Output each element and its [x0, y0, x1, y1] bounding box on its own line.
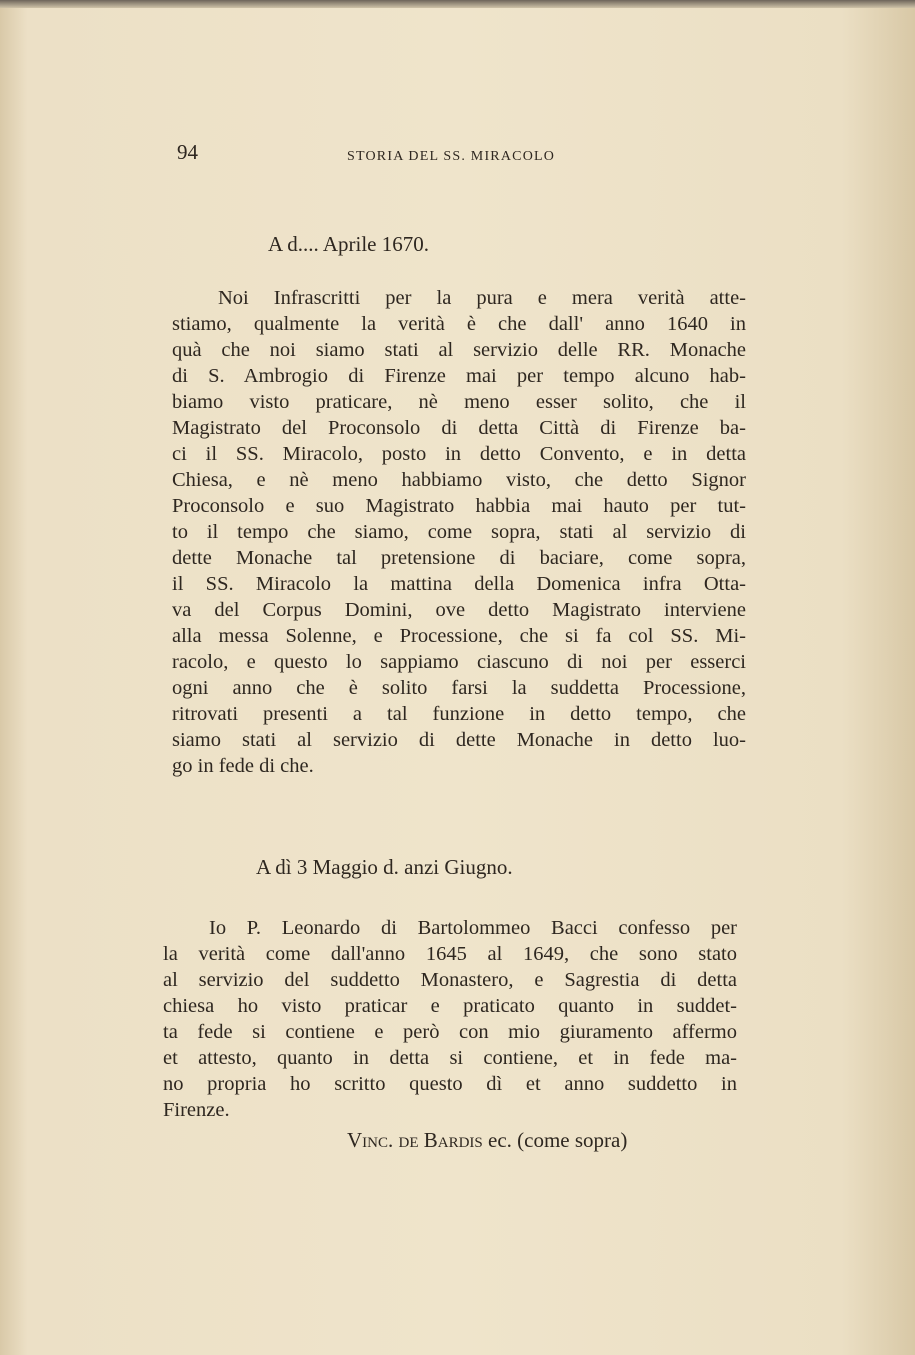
text-line: chiesa ho visto praticar e praticato quanto in suddet- — [163, 995, 737, 1017]
section1-body — [172, 285, 746, 779]
text-line: Firenze. — [163, 1099, 230, 1121]
text-line: Noi Infrascritti per la pura e mera verità atte- — [218, 287, 746, 309]
page-top-edge — [0, 0, 915, 8]
section2-body — [163, 915, 737, 1123]
text-line: biamo visto praticare, nè meno esser solito, che il — [172, 391, 746, 413]
text-line: Magistrato del Proconsolo di detta Città di Firenze ba- — [172, 417, 746, 439]
text-line: al servizio del suddetto Monastero, e Sagrestia di detta — [163, 969, 737, 991]
text-line: il SS. Miracolo la mattina della Domenica infra Otta- — [172, 573, 746, 595]
text-line: et attesto, quanto in detta si contiene, et in fede ma- — [163, 1047, 737, 1069]
text-line: ci il SS. Miracolo, posto in detto Convento, e in detta — [172, 443, 746, 465]
section2-heading: A dì 3 Maggio d. anzi Giugno. — [256, 855, 513, 879]
text-line: va del Corpus Domini, ove detto Magistrato interviene — [172, 599, 746, 621]
text-line: Chiesa, e nè meno habbiamo visto, che detto Signor — [172, 469, 746, 491]
signature — [347, 1128, 627, 1153]
text-line: siamo stati al servizio di dette Monache in detto luo- — [172, 729, 746, 751]
signature-name: Vinc. de Bardis — [347, 1128, 483, 1152]
text-line: stiamo, qualmente la verità è che dall' anno 1640 in — [172, 313, 746, 335]
text-line: di S. Ambrogio di Firenze mai per tempo alcuno hab- — [172, 365, 746, 387]
text-line: ogni anno che è solito farsi la suddetta Processione, — [172, 677, 746, 699]
running-head: STORIA DEL SS. MIRACOLO — [347, 149, 556, 164]
text-line: ritrovati presenti a tal funzione in detto tempo, che — [172, 703, 746, 725]
text-line: la verità come dall'anno 1645 al 1649, che sono stato — [163, 943, 737, 965]
section1-heading: A d.... Aprile 1670. — [268, 232, 429, 256]
text-line: alla messa Solenne, e Processione, che si fa col SS. Mi- — [172, 625, 746, 647]
signature-rest: ec. (come sopra) — [488, 1128, 628, 1152]
text-line: Proconsolo e suo Magistrato habbia mai hauto per tut- — [172, 495, 746, 517]
text-line: Io P. Leonardo di Bartolommeo Bacci confesso per — [209, 917, 737, 939]
text-line: racolo, e questo lo sappiamo ciascuno di noi per esserci — [172, 651, 746, 673]
text-line: dette Monache tal pretensione di baciare, come sopra, — [172, 547, 746, 569]
text-line: to il tempo che siamo, come sopra, stati al servizio di — [172, 521, 746, 543]
page-number: 94 — [177, 140, 198, 164]
text-line: quà che noi siamo stati al servizio delle RR. Monache — [172, 339, 746, 361]
text-line: no propria ho scritto questo dì et anno suddetto in — [163, 1073, 737, 1095]
text-line: ta fede si contiene e però con mio giuramento affermo — [163, 1021, 737, 1043]
text-line: go in fede di che. — [172, 755, 314, 777]
